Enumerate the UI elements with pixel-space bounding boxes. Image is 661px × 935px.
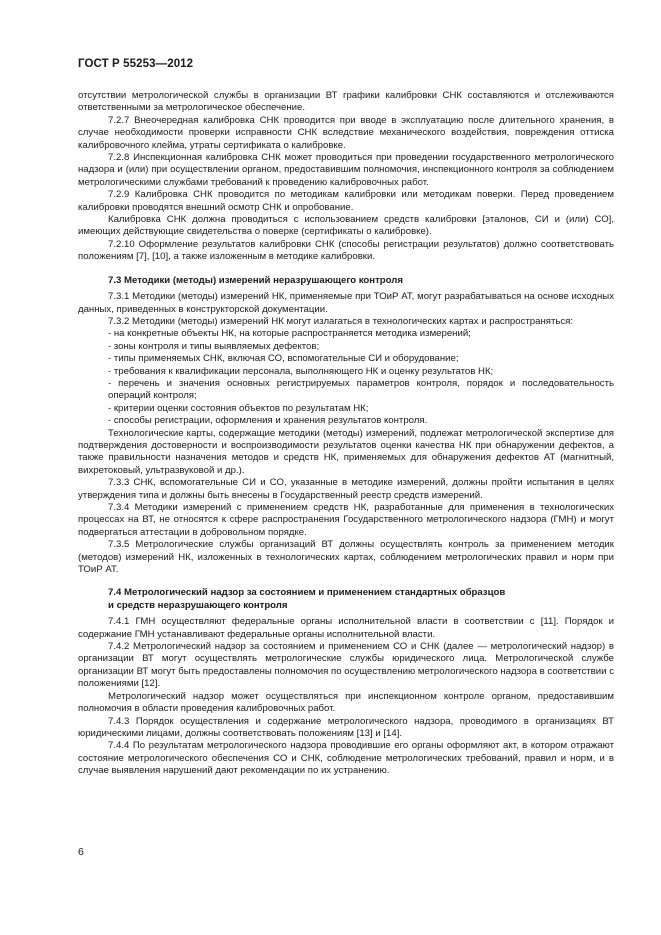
paragraph-7-2-7: 7.2.7 Внеочередная калибровка СНК проводится при вводе в эксплуатацию после длительного хранения, в случае необходимости проверки исправности СНК вследствие механического воздействия, повреждения оттиска калибровочного клейма, утраты сертификата о калибровке.	[78, 114, 614, 151]
paragraph-7-4-3: 7.4.3 Порядок осуществления и содержание метрологического надзора, проводимого в организациях ВТ юридическими лицами, должны соответствовать положениям [13] и [14].	[78, 715, 614, 739]
paragraph: Метрологический надзор может осуществляться при инспекционном контроле органом, предоставившим полномочия в области проведения калибровочных работ.	[78, 690, 614, 715]
paragraph-7-4-2: 7.4.2 Метрологический надзор за состоянием и применением СО и СНК (далее — метрологический надзор) в организации ВТ могут осуществлять метрологические службы юридического лица. Метрологической службе организации ВТ могут быть предоставлены полномочия по осуществлению метрологического надзора в соответствии с положениями [12].	[78, 641, 614, 690]
list-item: - перечень и значения основных регистрируемых параметров контроля, порядок и последовательность операций контроля;	[108, 377, 614, 402]
paragraph-7-3-4: 7.3.4 Методики измерений с применением средств НК, разработанные для применения в технологических процессах на ВТ, не относятся к сфере распространения Государственного метрологического надзора (ГМН) и могут подвергаться аттестации в добровольном порядке.	[78, 502, 614, 538]
section-heading-7-4-cont: и средств неразрушающего контроля	[108, 599, 288, 611]
document-body	[78, 90, 614, 778]
list-item: - требования к квалификации персонала, выполняющего НК и оценку результатов НК;	[108, 365, 494, 377]
paragraph-7-4-1: 7.4.1 ГМН осуществляют федеральные органы исполнительной власти в соответствии с [11]. Порядок и содержание ГМН устанавливают федеральные органы исполнительной власти.	[78, 616, 614, 640]
paragraph-7-3-2: 7.3.2 Методики (методы) измерений НК могут излагаться в технологических картах и распространяться:	[108, 315, 573, 327]
paragraph-7-2-10: 7.2.10 Оформление результатов калибровки СНК (способы регистрации результатов) должно соответствовать положениям [7], [10], а также изложенным в методике калибровки.	[78, 238, 614, 263]
paragraph-7-3-1: 7.3.1 Методики (методы) измерений НК, применяемые при ТОиР АТ, могут разрабатываться на основе исходных данных, приведенных в конструкторской документации.	[78, 291, 614, 315]
list-item: - зоны контроля и типы выявляемых дефектов;	[108, 340, 320, 352]
list-item: - типы применяемых СНК, включая СО, вспомогательные СИ и оборудование;	[108, 353, 459, 365]
paragraph-7-2-9: 7.2.9 Калибровка СНК проводится по методикам калибровки или методикам поверки. Перед проведением калибровки проводятся внешний осмотр СНК и опробование.	[78, 189, 614, 213]
paragraph: Калибровка СНК должна проводиться с использованием средств калибровки [эталонов, СИ и (или) СО], имеющих действующие свидетельства о поверке (сертификаты о калибровке).	[78, 214, 614, 238]
paragraph-7-3-5: 7.3.5 Метрологические службы организаций ВТ должны осуществлять контроль за применением методик (методов) измерений НК, изложенных в технологических картах, соблюдением метрологических правил и норм при ТОиР АТ.	[78, 539, 614, 576]
paragraph-7-3-3: 7.3.3 СНК, вспомогательные СИ и СО, указанные в методике измерений, должны пройти испытания в целях утверждения типа и должны быть внесены в Государственный реестр средств измерений.	[78, 477, 614, 501]
list-item: - на конкретные объекты НК, на которые распространяется методика измерений;	[108, 328, 471, 340]
document-header: ГОСТ Р 55253—2012	[78, 58, 194, 70]
section-heading-7-3: 7.3 Методики (методы) измерений неразрушающего контроля	[108, 274, 403, 286]
paragraph: отсутствии метрологической службы в организации ВТ графики калибровки СНК составляются и отслеживаются ответственными за метрологическое обеспечение.	[78, 90, 614, 114]
paragraph-7-4-4: 7.4.4 По результатам метрологического надзора проводившие его органы оформляют акт, в котором отражают состояние метрологического обеспечения СО и СНК, соблюдение метрологических требований, правил и норм, и в случае выявления нарушений дают рекомендации по их устранению.	[78, 740, 614, 777]
paragraph: Технологические карты, содержащие методики (методы) измерений, подлежат метрологической экспертизе для подтверждения достоверности и воспроизводимости результатов оценки качества НК при обнаружении дефектов, а также правильности назначения методов и средств НК, применяемых для обнаружения дефектов АТ (магнитный, вихретоковый, ультразвуковой и др.).	[78, 427, 614, 476]
list-item: - способы регистрации, оформления и хранения результатов контроля.	[108, 415, 428, 427]
section-heading-7-4: 7.4 Метрологический надзор за состоянием и применением стандартных образцов	[108, 587, 506, 599]
paragraph-7-2-8: 7.2.8 Инспекционная калибровка СНК может проводиться при проведении государственного метрологического надзора и (или) при осуществлении органом, предоставившим полномочия, инспекционного контроля за соблюдением метрологическими службами требований к проведению калибровочных работ.	[78, 152, 614, 188]
page-number: 6	[78, 846, 84, 858]
list-item: - критерии оценки состояния объектов по результатам НК;	[108, 402, 369, 414]
